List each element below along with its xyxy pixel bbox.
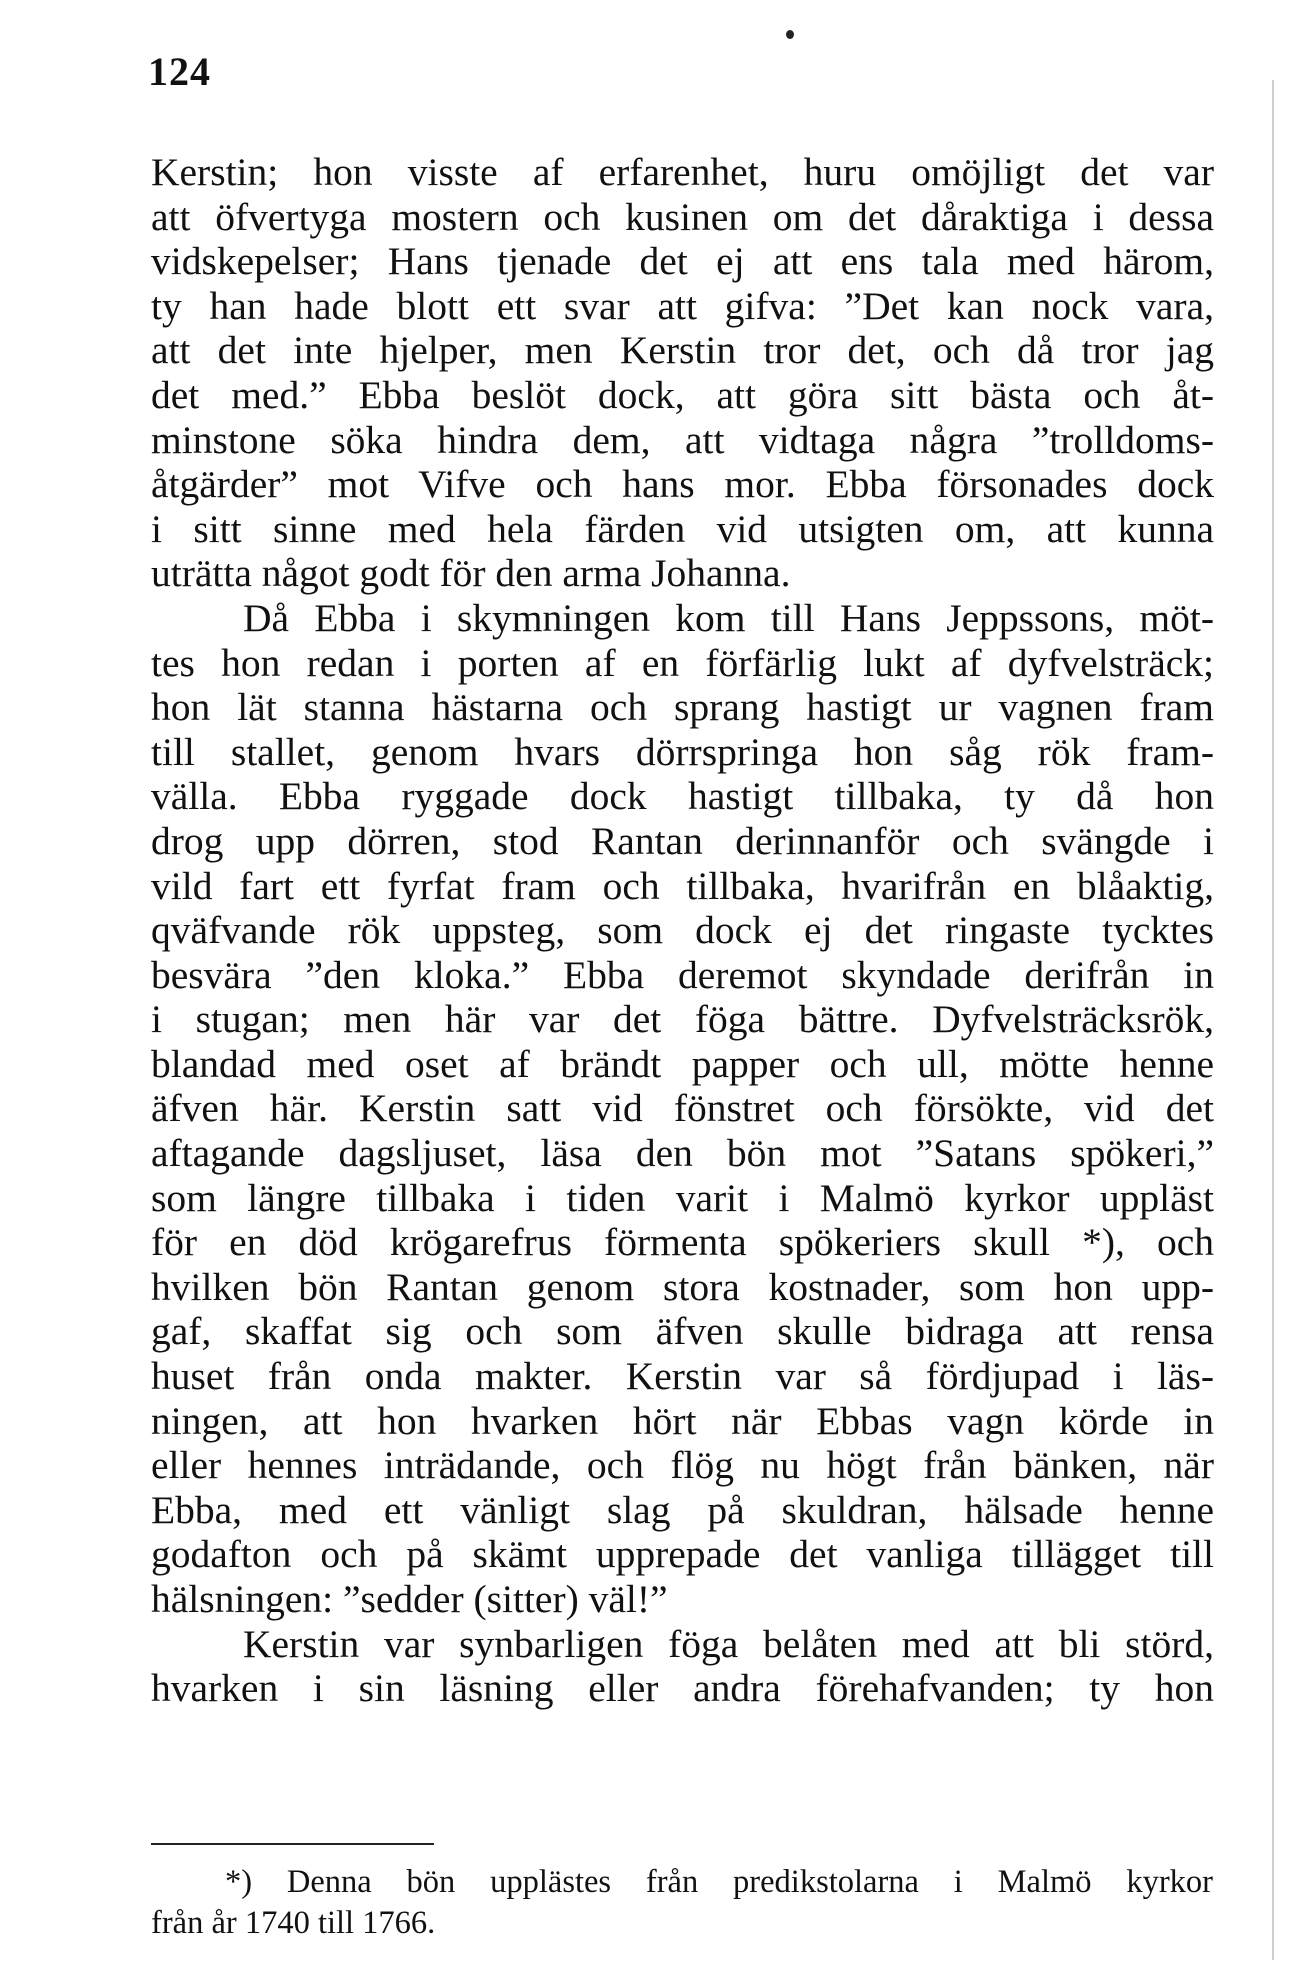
text-line: minstone söka hindra dem, att vidtaga några ”trolldoms- xyxy=(151,417,1214,462)
paragraph xyxy=(151,596,1214,1622)
text-line: uträtta något godt för den arma Johanna. xyxy=(151,551,791,596)
text-line: att det inte hjelper, men Kerstin tror det, och då tror jag xyxy=(151,328,1214,373)
text-line: till stallet, genom hvars dörrspringa hon såg rök fram- xyxy=(151,729,1214,774)
text-line: eller hennes inträdande, och flög nu högt från bänken, när xyxy=(151,1443,1214,1488)
text-line: tes hon redan i porten af en förfärlig lukt af dyfvelsträck; xyxy=(151,640,1214,685)
text-line: äfven här. Kerstin satt vid fönstret och försökte, vid det xyxy=(151,1086,1214,1131)
text-line: qväfvande rök uppsteg, som dock ej det ringaste tycktes xyxy=(151,908,1214,953)
text-line: ty han hade blott ett svar att gifva: ”Det kan nock vara, xyxy=(151,283,1214,328)
text-line: hälsningen: ”sedder (sitter) väl!” xyxy=(151,1577,668,1621)
text-line: hvilken bön Rantan genom stora kostnader, som hon upp- xyxy=(151,1264,1214,1309)
text-line: blandad med oset af brändt papper och ull, mötte henne xyxy=(151,1041,1214,1086)
text-line: i stugan; men här var det föga bättre. Dyfvelsträcksrök, xyxy=(151,997,1214,1042)
text-line: Kerstin var synbarligen föga belåten med att bli störd, xyxy=(243,1621,1214,1666)
text-line: drog upp dörren, stod Rantan derinnanför och svängde i xyxy=(151,818,1214,863)
paragraph xyxy=(151,150,1214,596)
text-line: hvarken i sin läsning eller andra förehafvanden; ty hon xyxy=(151,1666,1214,1711)
page-edge-line xyxy=(1272,80,1274,1960)
text-line: besvära ”den kloka.” Ebba deremot skyndade derifrån in xyxy=(151,952,1214,997)
text-line: att öfvertyga mostern och kusinen om det dåraktiga i dessa xyxy=(151,194,1214,239)
footnote xyxy=(151,1862,1213,1944)
footnote-divider xyxy=(151,1843,434,1845)
text-line: ningen, att hon hvarken hört när Ebbas vagn körde in xyxy=(151,1398,1214,1443)
text-line: Då Ebba i skymningen kom till Hans Jeppssons, möt- xyxy=(243,595,1214,640)
text-line: Ebba, med ett vänligt slag på skuldran, hälsade henne xyxy=(151,1487,1214,1532)
text-line: i sitt sinne med hela färden vid utsigten om, att kunna xyxy=(151,506,1214,551)
paragraph xyxy=(151,1622,1214,1711)
text-line: godafton och på skämt upprepade det vanliga tillägget till xyxy=(151,1532,1214,1577)
text-line: Kerstin; hon visste af erfarenhet, huru omöjligt det var xyxy=(151,150,1214,194)
text-line: vidskepelser; Hans tjenade det ej att ens tala med härom, xyxy=(151,239,1214,284)
text-line: välla. Ebba ryggade dock hastigt tillbaka, ty då hon xyxy=(151,774,1214,819)
text-line: huset från onda makter. Kerstin var så fördjupad i läs- xyxy=(151,1354,1214,1399)
page-number: 124 xyxy=(148,49,211,94)
footnote-line: från år 1740 till 1766. xyxy=(151,1905,436,1941)
text-line: för en död krögarefrus förmenta spökeriers skull *), och xyxy=(151,1220,1214,1265)
ink-speck xyxy=(786,30,794,39)
footnote-line: *) Denna bön upplästes från predikstolarna i Malmö kyrkor xyxy=(225,1864,1213,1900)
body-text xyxy=(151,150,1214,1711)
text-line: som längre tillbaka i tiden varit i Malmö kyrkor uppläst xyxy=(151,1175,1214,1220)
text-line: vild fart ett fyrfat fram och tillbaka, hvarifrån en blåaktig, xyxy=(151,863,1214,908)
text-line: det med.” Ebba beslöt dock, att göra sitt bästa och åt- xyxy=(151,372,1214,417)
text-line: hon lät stanna hästarna och sprang hastigt ur vagnen fram xyxy=(151,685,1214,730)
text-line: åtgärder” mot Vifve och hans mor. Ebba försonades dock xyxy=(151,462,1214,507)
text-line: aftagande dagsljuset, läsa den bön mot ”Satans spökeri,” xyxy=(151,1131,1214,1176)
text-line: gaf, skaffat sig och som äfven skulle bidraga att rensa xyxy=(151,1309,1214,1354)
